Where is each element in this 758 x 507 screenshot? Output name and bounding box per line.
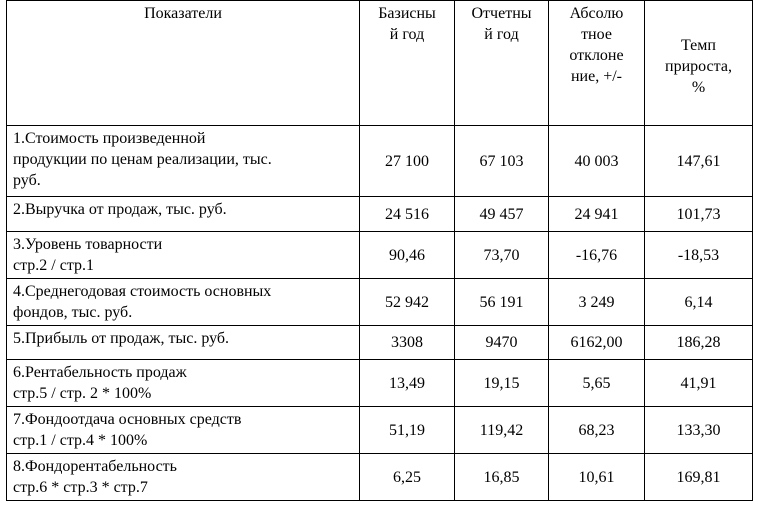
absolute-deviation-value: 10,61 — [549, 454, 645, 501]
header-absolute-deviation: Абсолю тное отклоне ние, +/- — [549, 1, 645, 126]
row-label: 2.Выручка от продаж, тыс. руб. — [7, 197, 360, 232]
row-label: 1.Стоимость произведенной продукции по ценам реализации, тыс. руб. — [7, 126, 360, 197]
report-year-value: 56 191 — [455, 279, 549, 326]
growth-rate-value: 41,91 — [645, 360, 753, 407]
header-growth-rate: Темп прироста, % — [645, 1, 753, 126]
row-label: 6.Рентабельность продаж стр.5 / стр. 2 * 100% — [7, 360, 360, 407]
report-year-value: 119,42 — [455, 407, 549, 454]
growth-rate-value: 169,81 — [645, 454, 753, 501]
row-label: 5.Прибыль от продаж, тыс. руб. — [7, 326, 360, 360]
growth-rate-value: 186,28 — [645, 326, 753, 360]
report-year-value: 49 457 — [455, 197, 549, 232]
table-row — [7, 326, 753, 360]
table-row — [7, 126, 753, 197]
table-row — [7, 197, 753, 232]
row-label: 8.Фондорентабельность стр.6 * стр.3 * стр.7 — [7, 454, 360, 501]
table-row — [7, 232, 753, 279]
table-row — [7, 407, 753, 454]
table-row — [7, 454, 753, 501]
table-row — [7, 360, 753, 407]
base-year-value: 3308 — [360, 326, 455, 360]
growth-rate-value: 6,14 — [645, 279, 753, 326]
report-year-value: 73,70 — [455, 232, 549, 279]
report-year-value: 19,15 — [455, 360, 549, 407]
header-base-year: Базисны й год — [360, 1, 455, 126]
growth-rate-value: -18,53 — [645, 232, 753, 279]
absolute-deviation-value: 6162,00 — [549, 326, 645, 360]
row-label: 4.Среднегодовая стоимость основных фондов, тыс. руб. — [7, 279, 360, 326]
base-year-value: 24 516 — [360, 197, 455, 232]
indicators-table-container — [6, 0, 753, 501]
table-row — [7, 279, 753, 326]
absolute-deviation-value: -16,76 — [549, 232, 645, 279]
base-year-value: 6,25 — [360, 454, 455, 501]
base-year-value: 51,19 — [360, 407, 455, 454]
header-indicators: Показатели — [7, 1, 360, 126]
report-year-value: 67 103 — [455, 126, 549, 197]
base-year-value: 52 942 — [360, 279, 455, 326]
base-year-value: 27 100 — [360, 126, 455, 197]
report-year-value: 16,85 — [455, 454, 549, 501]
growth-rate-value: 133,30 — [645, 407, 753, 454]
indicators-table — [6, 0, 753, 501]
table-header-row — [7, 1, 753, 126]
absolute-deviation-value: 3 249 — [549, 279, 645, 326]
report-year-value: 9470 — [455, 326, 549, 360]
row-label: 7.Фондоотдача основных средств стр.1 / стр.4 * 100% — [7, 407, 360, 454]
base-year-value: 13,49 — [360, 360, 455, 407]
absolute-deviation-value: 5,65 — [549, 360, 645, 407]
absolute-deviation-value: 68,23 — [549, 407, 645, 454]
growth-rate-value: 147,61 — [645, 126, 753, 197]
absolute-deviation-value: 24 941 — [549, 197, 645, 232]
row-label: 3.Уровень товарности стр.2 / стр.1 — [7, 232, 360, 279]
base-year-value: 90,46 — [360, 232, 455, 279]
header-report-year: Отчетны й год — [455, 1, 549, 126]
absolute-deviation-value: 40 003 — [549, 126, 645, 197]
growth-rate-value: 101,73 — [645, 197, 753, 232]
